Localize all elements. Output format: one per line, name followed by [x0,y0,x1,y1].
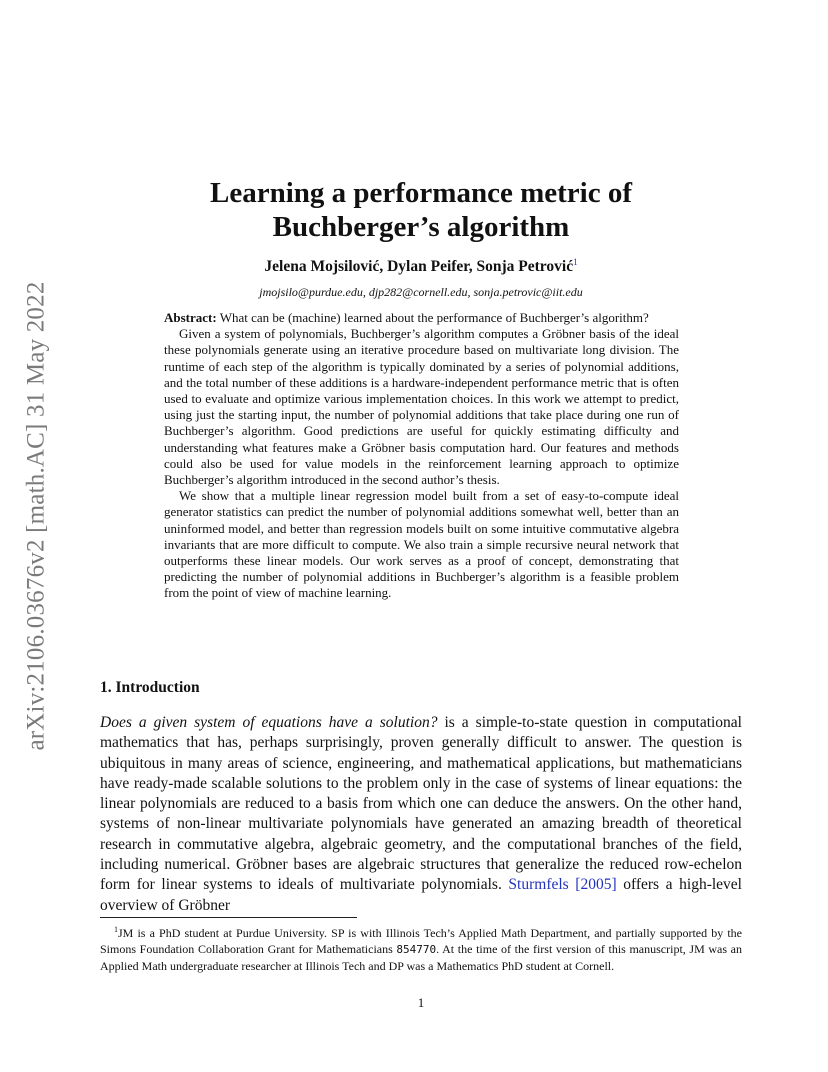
abstract-paragraph-1: Given a system of polynomials, Buchberger’s algorithm computes a Gröbner basis of the ideal these polynomials generate using an iterative procedure based on multivariate long division. The runtime of each step of the algorithm is typically dominated by a series of polynomial additions, and the total number of these additions is a hardware-independent performance metric that is often used to evaluate and optimize various implementation choices. In this work we attempt to predict, using just the starting input, the number of polynomial additions that take place during one run of Buchberger’s algorithm. Good predictions are useful for quickly estimating difficulty and understanding what features make a Gröbner basis computation hard. Our features and methods could also be used for value models in the reinforcement learning approach to optimize Buchberger’s algorithm introduced in the second author’s thesis. [164,326,679,488]
introduction-paragraph [100,713,742,916]
citation-link-sturmfels-2005[interactable]: Sturmfels [2005] [508,876,617,894]
author-names: Jelena Mojsilović, Dylan Peifer, Sonja Petrović [264,258,574,276]
author-emails: jmojsilo@purdue.edu, djp282@cornell.edu, sonja.petrovic@iit.edu [259,285,583,299]
introduction-body-text-end: offers a high-level overview of Gröbner [100,876,742,914]
paper-title-line-2: Buchberger’s algorithm [272,211,570,243]
section-heading-introduction: 1. Introduction [100,679,200,696]
paper-title [100,176,742,244]
author-list [100,257,742,276]
abstract-paragraph-2: We show that a multiple linear regression model built from a set of easy-to-compute ideal generator statistics can predict the number of polynomial additions somewhat well, better than an uninformed model, and better than regression models built on some intuitive commutative algebra invariants that are more difficult to compute. We also train a simple recursive neural network that outperforms these linear models. Our work serves as a proof of concept, demonstrating that predicting the number of polynomial additions in Buchberger’s algorithm is a feasible problem from the point of view of machine learning. [164,488,679,601]
abstract-question: What can be (machine) learned about the performance of Buchberger’s algorithm? [219,310,649,325]
paper-title-line-1: Learning a performance metric of [210,177,632,209]
footnote-mark: 1 [114,925,118,934]
footnote-text-end: . At the time of the first version of this manuscript, JM was an Applied Math undergraduate researcher at Illinois Tech and DP was a Mathematics PhD student at Cornell. [100,942,743,974]
arxiv-identifier-stamp [22,258,52,773]
abstract [164,310,679,602]
author-footnote-link[interactable]: 1 [573,257,578,267]
page-number: 1 [417,995,425,1010]
introduction-italic-question: Does a given system of equations have a solution? [100,714,438,731]
abstract-question-paragraph [164,310,679,326]
footnote-grant-number: 854770 [396,943,437,957]
footnote-1 [100,922,742,975]
arxiv-identifier-text: arXiv:2106.03676v2 [math.AC] 31 May 2022 [23,280,50,751]
footnote-text-start: JM is a PhD student at Purdue University. SP is with Illinois Tech’s Applied Math Department, and partially supported by the Simons Foundation Collaboration Grant for Mathematicians [100,926,742,957]
introduction-body-text: is a simple-to-state question in computational mathematics that has, perhaps surprisingly, proven generally difficult to answer. The question is ubiquitous in many areas of science, engineering, and mathematical applications, but mathematicians have ready-made scalable solutions to the problem only in the case of systems of linear equations: the linear polynomials are reduced to a basis from which one can deduce the answers. On the other hand, systems of non-linear multivariate polynomials have generated an amazing breadth of theoretical research in commutative algebra, algebraic geometry, and the computational branches of the field, including numerical. Gröbner bases are algebraic structures that generalize the reduced row-echelon form for linear systems to ideals of multivariate polynomials. [100,714,742,894]
abstract-label: Abstract: [164,310,217,325]
footnote-separator [100,917,357,918]
